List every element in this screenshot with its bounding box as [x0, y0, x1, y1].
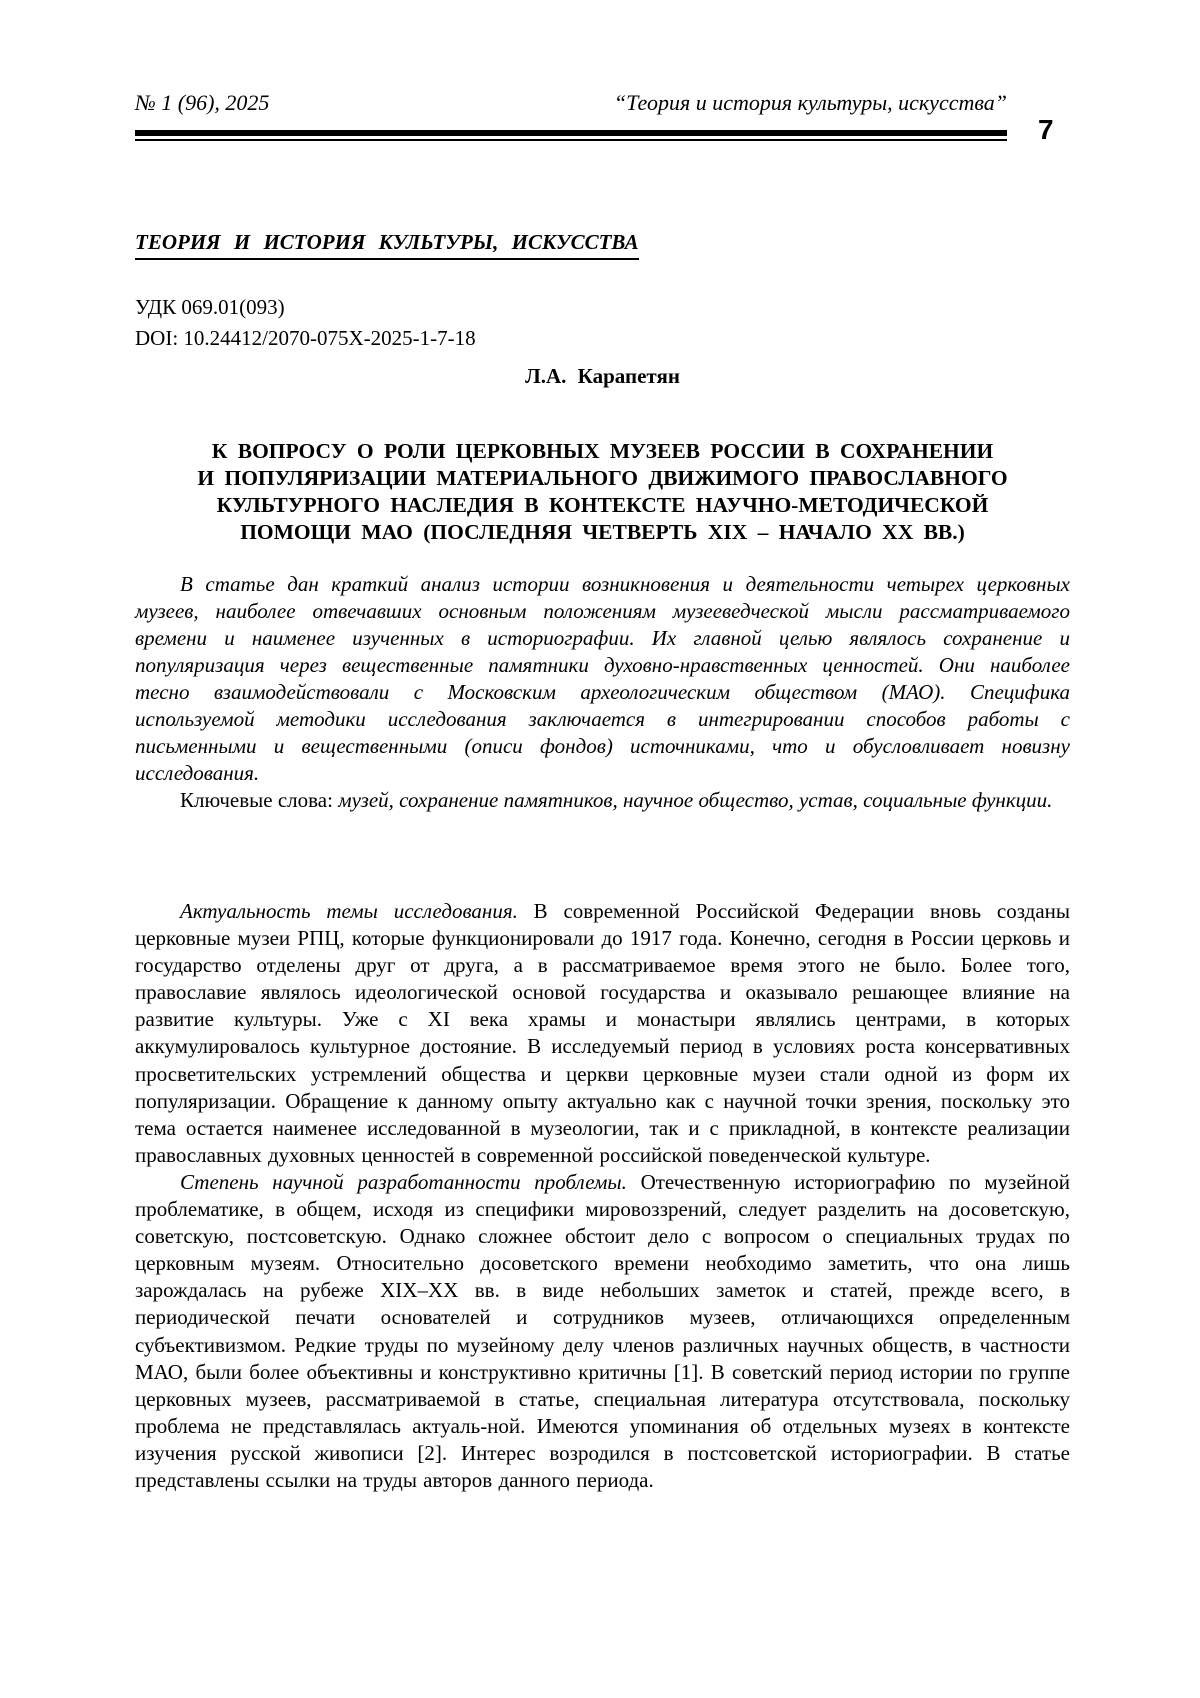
article-title-line: К ВОПРОСУ О РОЛИ ЦЕРКОВНЫХ МУЗЕЕВ РОССИИ В СОХРАНЕНИИ: [211, 439, 994, 463]
section-heading-text: ТЕОРИЯ И ИСТОРИЯ КУЛЬТУРЫ, ИСКУССТВА: [135, 230, 639, 260]
paragraph-lead: Актуальность темы исследования.: [180, 899, 534, 923]
abstract-paragraph: В статье дан краткий анализ истории возникновения и деятельности четырех церковных музеев, наиболее отвечавших основным положениям музееведческой мысли рассматриваемого времени и наименее изученных в историографии. Их главной целью являлось сохранение и популяризация через вещественные памятники духовно-нравственных ценностей. Они наиболее тесно взаимодействовали с Московским археологическим обществом (МАО). Специфика используемой методики исследования заключается в интегрировании способов работы с письменными и вещественными (описи фондов) источниками, что и обусловливает новизну исследования.: [135, 572, 1070, 785]
keywords-text: музей, сохранение памятников, научное общество, устав, социальные функции.: [338, 788, 1053, 812]
article-title: [135, 438, 1070, 546]
header-rule-thick: [135, 130, 1007, 136]
paragraph-text: Отечественную историографию по музейной проблематике, в общем, исходя из специфики мировоззрений, следует разделить на досоветскую, советскую, постсоветскую. Однако сложнее обстоит дело с вопросом о специальных трудах по церковным музеям. Относительно досоветского времени необходимо заметить, что она лишь зарождалась на рубеже XIX–XX вв. в виде небольших заметок и статей, прежде всего, в периодической печати основателей и сотрудников музеев, отличающихся определенным субъективизмом. Редкие труды по музейному делу членов различных научных обществ, в частности МАО, были более объективны и конструктивно критичны [1]. В советский период истории по группе церковных музеев, рассматриваемой в статье, специальная литература отсутствовала, поскольку проблема не представлялась актуаль-ной. Имеются упоминания об отдельных музеях в контексте изучения русской живописи [2]. Интерес возродился в постсоветской историографии. В статье представлены ссылки на труды авторов данного периода.: [135, 1169, 1070, 1492]
article-title-line: И ПОПУЛЯРИЗАЦИИ МАТЕРИАЛЬНОГО ДВИЖИМОГО ПРАВОСЛАВНОГО: [197, 466, 1008, 490]
udk-line: УДК 069.01(093): [135, 295, 285, 319]
body-paragraph: [135, 898, 1070, 1169]
header-rule: [135, 130, 1007, 141]
page-header: [135, 90, 1007, 116]
author-name: Л.А. Карапетян: [525, 364, 680, 388]
section-heading: [135, 230, 639, 260]
article-title-line: ПОМОЩИ МАО (ПОСЛЕДНЯЯ ЧЕТВЕРТЬ XIX – НАЧАЛО XX ВВ.): [240, 520, 965, 544]
keywords-paragraph: [135, 787, 1070, 814]
header-rule-thin: [135, 139, 1007, 141]
article-body: [135, 898, 1070, 1494]
journal-issue: № 1 (96), 2025: [135, 90, 270, 115]
doi-line: DOI: 10.24412/2070-075X-2025-1-7-18: [135, 326, 476, 350]
page-number: 7: [1038, 114, 1054, 145]
paragraph-text: В современной Российской Федерации вновь созданы церковные музеи РПЦ, которые функционировали до 1917 года. Конечно, сегодня в России церковь и государство отделены друг от друга, а в рассматриваемое время этого не было. Более того, православие являлось идеологической основой государства и оказывало решающее влияние на развитие культуры. Уже с XI века храмы и монастыри являлись центрами, в которых аккумулировалось культурное достояние. В исследуемый период в условиях роста консервативных просветительских устремлений общества и церкви церковные музеи стали одной из форм их популяризации. Обращение к данному опыту актуально как с научной точки зрения, поскольку это тема остается наименее исследованной в музеологии, так и с прикладной, в контексте реализации православных духовных ценностей в современной российской поведенческой культуре.: [135, 899, 1070, 1167]
journal-title: “Теория и история культуры, искусства”: [613, 90, 1007, 115]
article-title-line: КУЛЬТУРНОГО НАСЛЕДИЯ В КОНТЕКСТЕ НАУЧНО-МЕТОДИЧЕСКОЙ: [216, 493, 989, 517]
keywords-label: Ключевые слова:: [180, 788, 339, 812]
body-paragraph: [135, 1169, 1070, 1494]
abstract-section: [135, 571, 1070, 814]
paragraph-lead: Степень научной разработанности проблемы.: [180, 1169, 641, 1194]
article-meta: [135, 292, 476, 354]
